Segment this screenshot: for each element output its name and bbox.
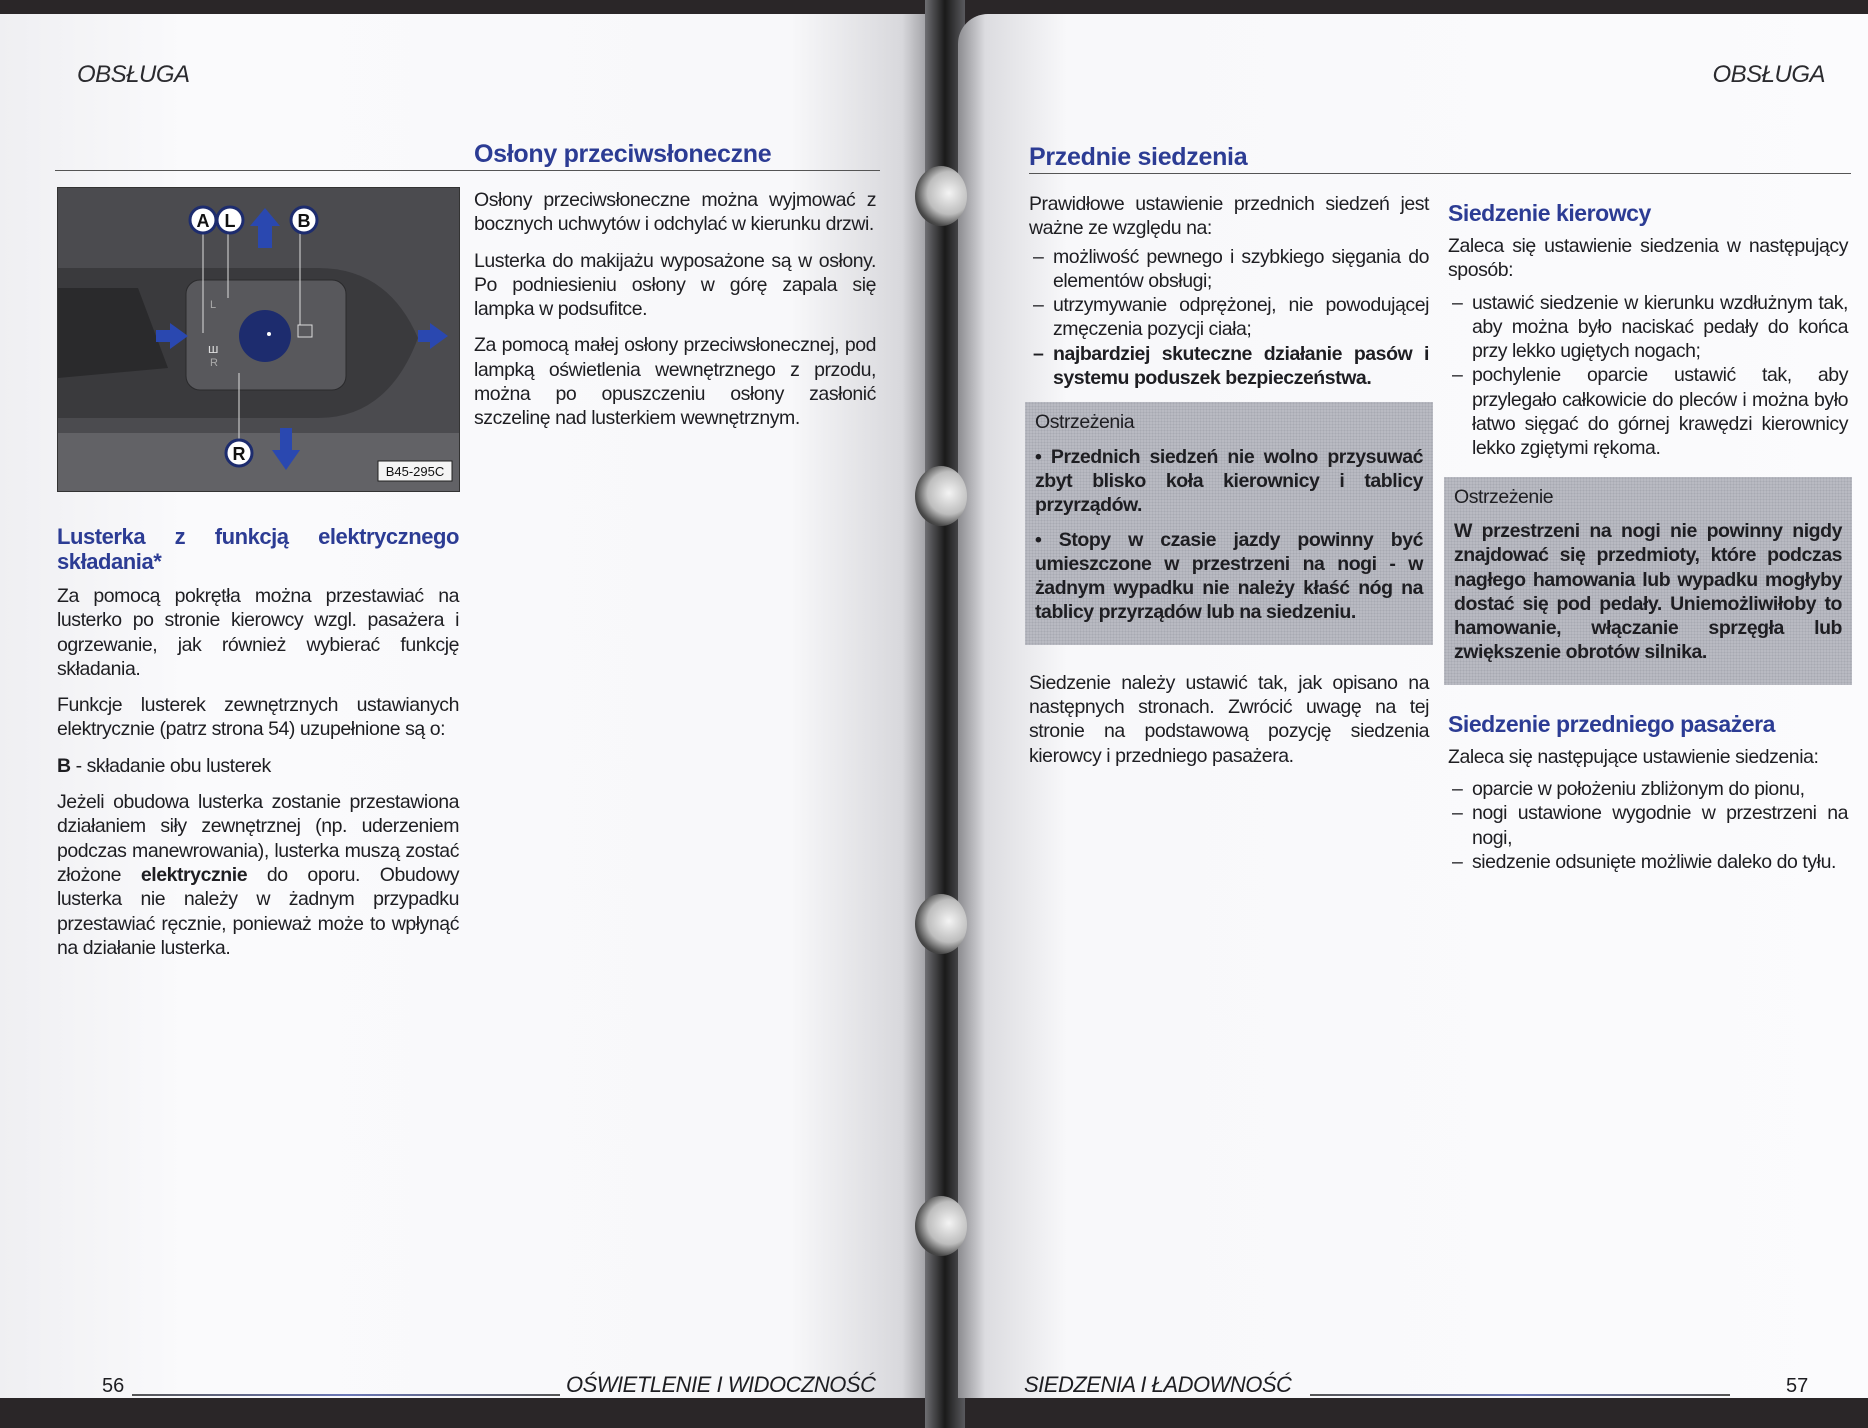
list-item: – utrzymywanie odprężonej, nie powodującej zmęczenia pozycji ciała; [1029,293,1429,342]
callout-r [226,440,252,466]
knob-label-r: R [210,357,218,369]
paragraph: Zaleca się ustawienie siedzenia w następujący sposób: [1448,235,1848,282]
warning-title: Ostrzeżenia [1035,411,1135,434]
section-title-passenger-seat: Siedzenie przedniego pasażera [1448,710,1775,737]
running-head-right: OBSŁUGA [1712,61,1825,88]
list-item: – najbardziej skuteczne działanie pasów i systemu poduszek bezpieczeństwa. [1029,342,1429,391]
paragraph: Lusterka do makijażu wyposażone są w osłony. Po podniesieniu osłony w górę zapala się lampka w podsufitce. [474,249,876,321]
svg-text:A: A [196,211,210,231]
section-title-front-seats: Przednie siedzenia [1029,143,1248,171]
running-head-left: OBSŁUGA [77,61,190,88]
paragraph: Siedzenie należy ustawić tak, jak opisano na następnych stronach. Zwrócić uwagę na tej stronie na podstawową pozycję siedzenia kierowcy i przedniego pasażera. [1029,671,1429,767]
text: do oporu. Obudowy lusterka nie należy w żadnym przypadku przestawiać ręcznie, ponieważ może to wpłynąć na działanie lusterka. [57,863,460,959]
section-title-driver-seat: Siedzenie kierowcy [1448,200,1651,226]
svg-text:B: B [297,211,311,231]
svg-text:R: R [232,444,246,464]
list-item: – oparcie w położeniu zbliżonym do pionu, [1448,777,1848,801]
knob-label-l: L [210,299,217,311]
left-page [0,14,930,1398]
title-rule [55,170,880,171]
paragraph: Osłony przeciwsłoneczne można wyjmować z bocznych uchwytów i odchylać w kierunku drzwi. [474,189,876,236]
paragraph: Za pomocą małej osłony przeciwsłonecznej, pod lampką oświetlenia wewnętrznego z przodu, można po opuszczeniu osłony zasłonić szczelinę nad lusterkiem wewnętrznym. [474,334,876,430]
bold-text: elektrycznie [140,863,248,886]
paragraph: Prawidłowe ustawienie przednich siedzeń jest ważne ze względu na: [1029,193,1429,240]
callout-l [217,207,243,233]
mirror-control-figure [57,187,460,492]
figure-code: B45-295C [385,464,445,479]
section-title-sun-visors: Osłony przeciwsłoneczne [474,140,772,168]
page-number-right: 57 [1786,1375,1809,1397]
binder-ring-icon [915,466,967,526]
heater-icon: ш [208,341,219,356]
footer-rule [1310,1394,1730,1396]
warning-box [1025,402,1433,644]
list-item: – możliwość pewnego i szybkiego sięgania do elementów obsługi; [1029,245,1429,294]
paragraph: Za pomocą pokrętła można przestawiać na lusterko po stronie kierowcy wzgl. pasażera i ogrzewanie, jak również wybierać funkcję składania. [57,585,459,680]
paragraph: Funkcje lusterek zewnętrznych ustawianych elektrycznie (patrz strona 54) uzupełnione są o: [57,694,459,741]
warning-title: Ostrzeżenie [1454,485,1554,508]
warning-box [1444,477,1852,685]
binder-ring-icon [915,166,967,226]
page-number-left: 56 [102,1375,125,1397]
right-page [958,14,1868,1398]
section-title-folding-mirrors: Lusterka z funkcją elektrycznego składania* [57,524,459,574]
list-item: – ustawić siedzenie w kierunku wzdłużnym tak, aby można było naciskać pedały do końca przy lekko ugiętych nogach; [1448,291,1848,364]
paragraph: Zaleca się następujące ustawienie siedzenia: [1448,745,1819,768]
passenger-seat-list [1448,777,1848,874]
seats-detail-column [1448,200,1848,886]
front-seats-column [1029,192,1429,780]
footer-section-right: SIEDZENIA I ŁADOWNOŚĆ [1024,1372,1292,1397]
footer-rule [132,1394,560,1396]
callout-b [291,207,317,233]
key-description: - składanie obu lusterek [70,754,271,777]
warning-item: • Stopy w czasie jazdy powinny być umieszczone w przestrzeni na nogi - w żadnym wypadku nie należy kłaść nóg na tablicy przyrządów lub na siedzeniu. [1035,528,1423,624]
sun-visors-text [474,188,876,443]
warning-text: W przestrzeni na nogi nie powinny nigdy znajdować się przedmioty, które podczas nagłego hamowania lub wypadku mogłyby dostać się pod pedały. Uniemożliwiłoby to hamowanie, włączanie sprzęgła lub zwiększenie obrotów silnika. [1454,519,1842,664]
title-rule [1029,173,1851,174]
driver-seat-list [1448,291,1848,461]
paragraph [57,754,459,778]
binder-ring-icon [915,894,967,954]
folding-mirrors-section [57,524,459,972]
warning-item: • Przednich siedzeń nie wolno przysuwać zbyt blisko koła kierownicy i tablicy przyrządów. [1035,445,1423,517]
knob-icon [239,310,291,362]
paragraph [57,790,459,960]
importance-list [1029,245,1429,391]
list-item: – pochylenie oparcie ustawić tak, aby przylegało całkowicie do pleców i można było łatwo sięgać do górnej krawędzi kierownicy lekko zgiętymi rękoma. [1448,363,1848,460]
binder-ring-icon [915,1196,967,1256]
key-letter: B [57,754,71,777]
list-item: – siedzenie odsunięte możliwie daleko do tyłu. [1448,850,1848,874]
svg-text:L: L [224,211,236,231]
text: Jeżeli obudowa lusterka zostanie przestawiona działaniem siły zewnętrznej (np. uderzeniem podczas manewrowania), lusterka muszą zostać złożone [57,791,459,886]
list-item: – nogi ustawione wygodnie w przestrzeni na nogi, [1448,801,1848,850]
callout-a [190,207,216,233]
footer-section-left: OŚWIETLENIE I WIDOCZNOŚĆ [566,1372,876,1397]
